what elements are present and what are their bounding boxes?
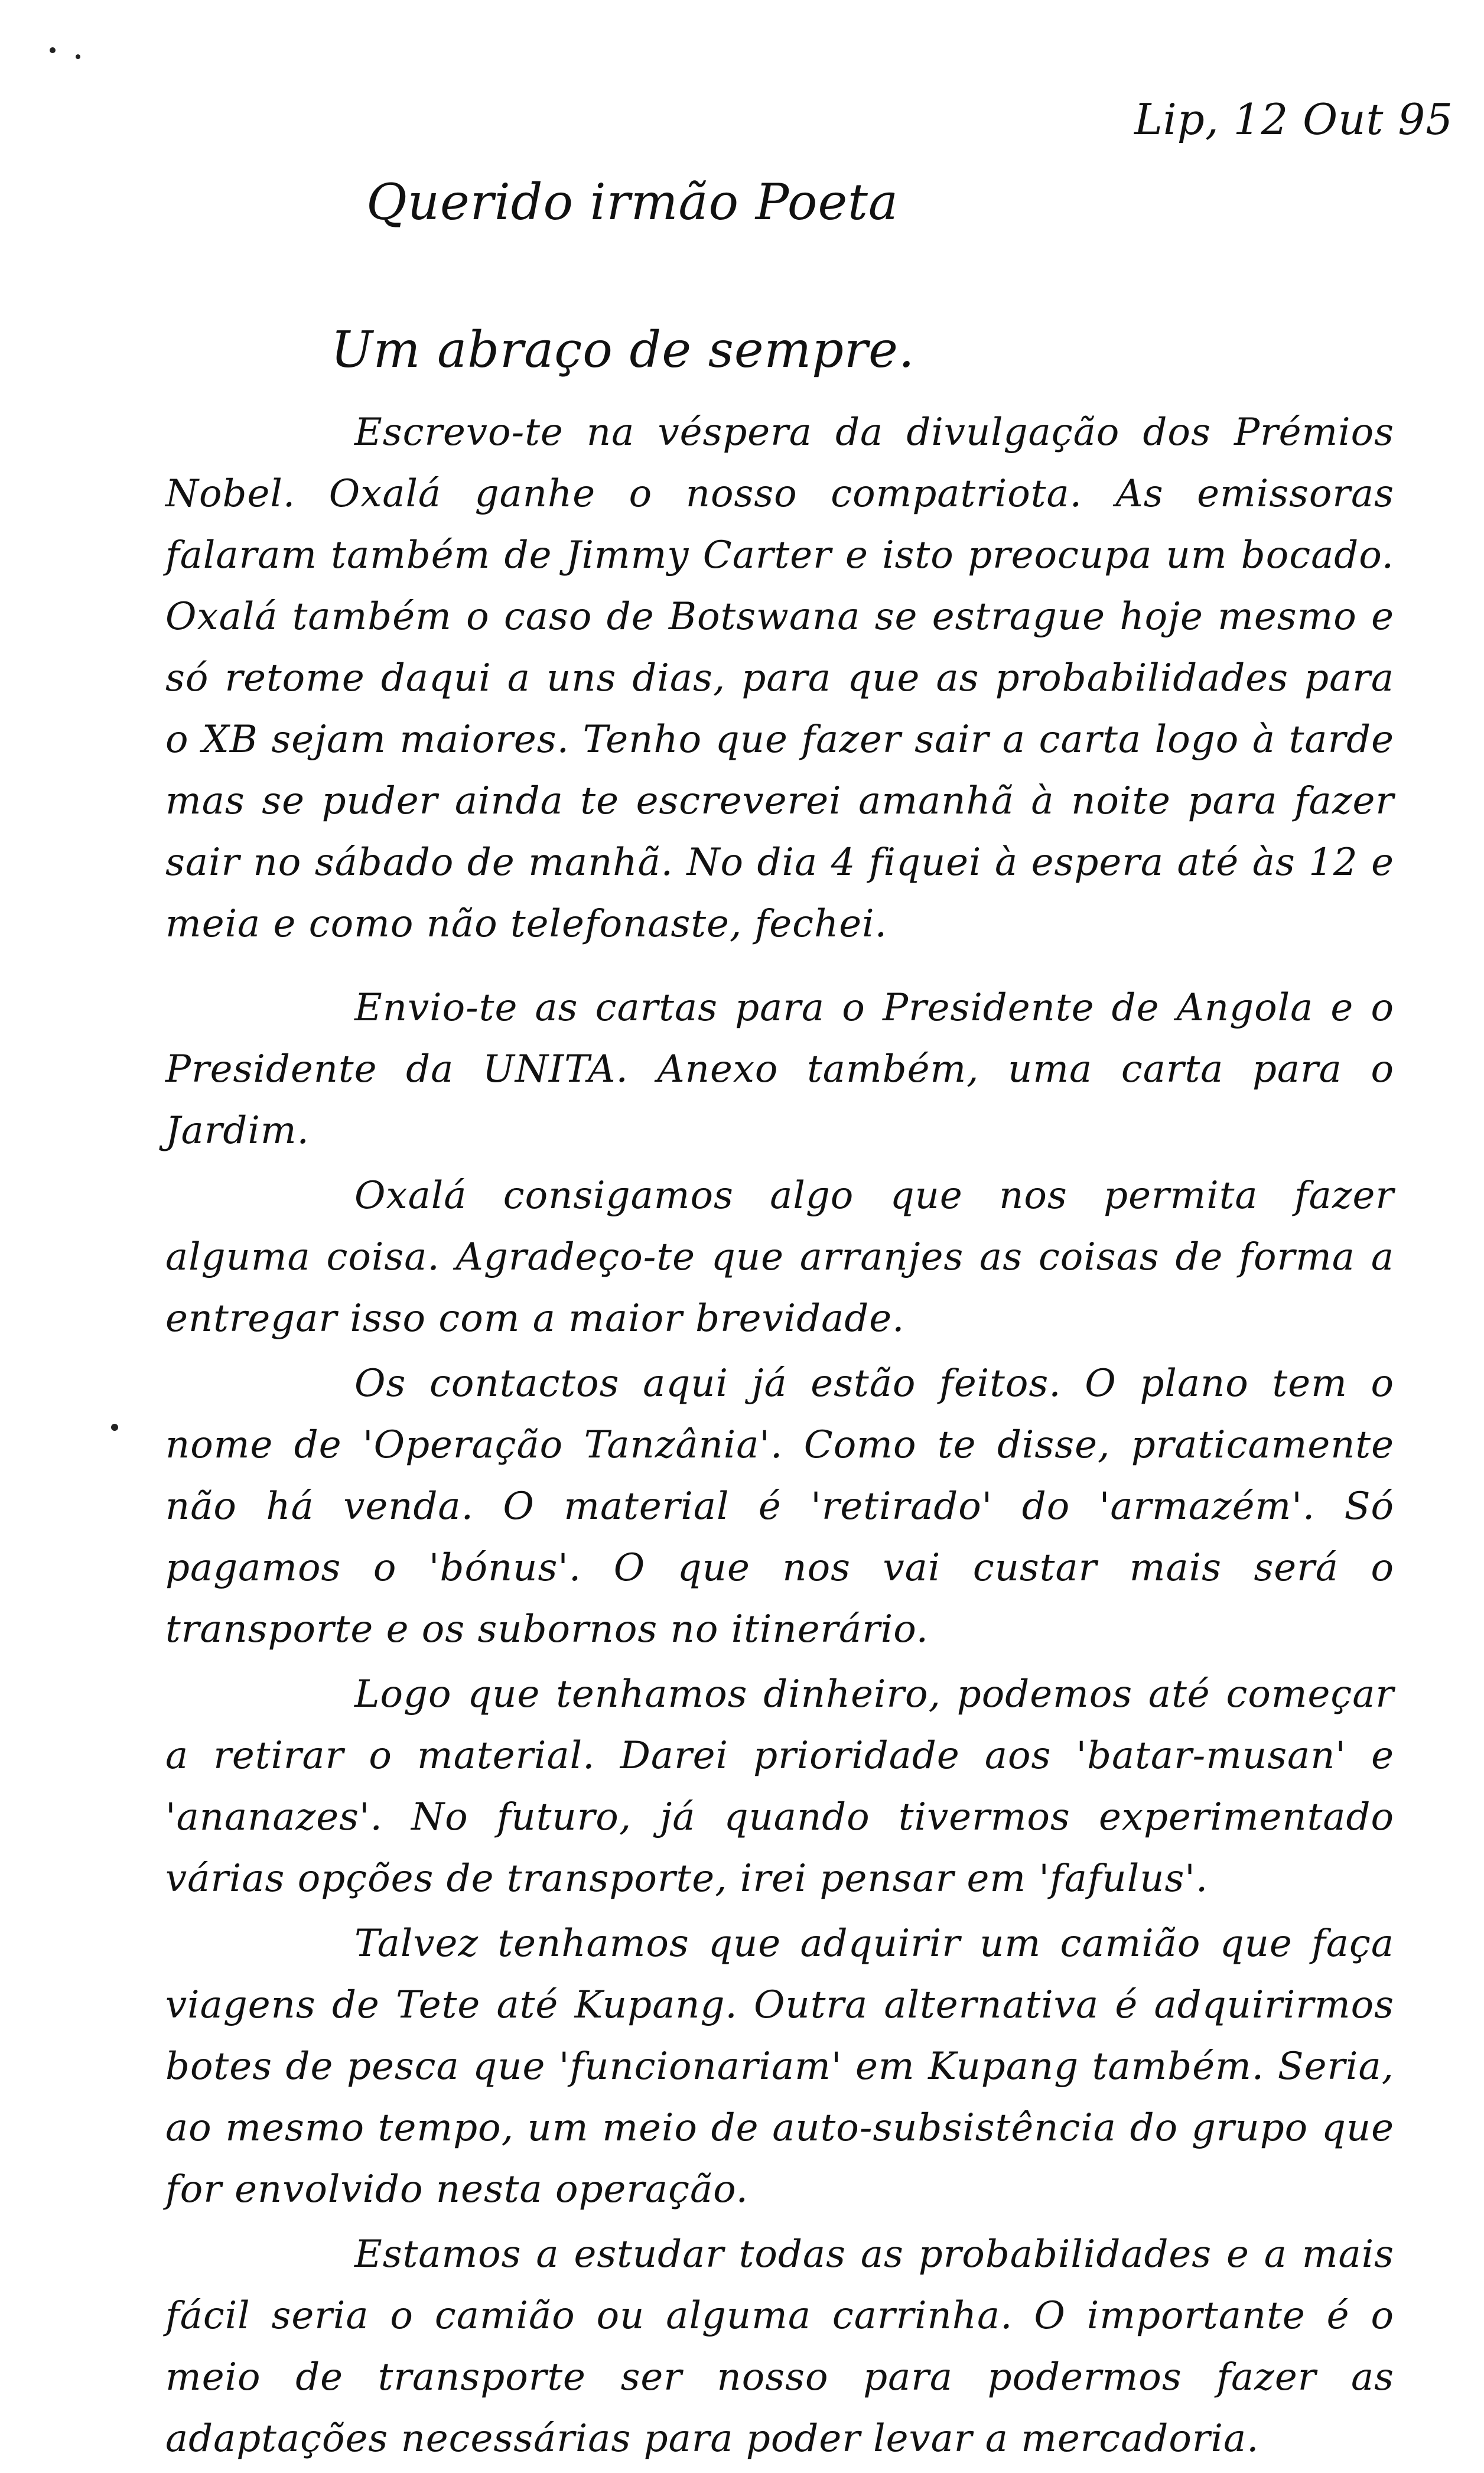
paragraph-contactos: Os contactos aqui já estão feitos. O plano tem o nome de 'Operação Tanzânia'. Como te disse, praticamente não há venda. O material é 'retirado' do 'armazém'. Só pagamos o 'bónus'. O que nos vai custar mais será o transporte e os subornos no itinerário. xyxy=(165,1362,1394,1651)
paragraph-nobel: Escrevo-te na véspera da divulgação dos Prémios Nobel. Oxalá ganhe o nosso compatriota. As emissoras falaram também de Jimmy Carter e isto preocupa um bocado. Oxalá também o caso de Botswana se estrague hoje mesmo e só retome daqui a uns dias, para que as probabilidades para o XB sejam maiores. Tenho que fazer sair a carta logo à tarde mas se puder ainda te escreverei amanhã à noite para fazer sair no sábado de manhã. No dia 4 fiquei à espera até às 12 e meia e como não telefonaste, fechei. xyxy=(165,411,1394,946)
paragraph-camiao: Talvez tenhamos que adquirir um camião que faça viagens de Tete até Kupang. Outra alternativa é adquirirmos botes de pesca que 'funcionariam' em Kupang também. Seria, ao mesmo tempo, um meio de auto-subsistência do grupo que for envolvido nesta operação. xyxy=(165,1922,1394,2211)
paragraph-probabilidades: Estamos a estudar todas as probabilidades e a mais fácil seria o camião ou alguma carrinha. O importante é o meio de transporte ser nosso para podermos fazer as adaptações necessárias para poder levar a mercadoria. xyxy=(165,2233,1394,2461)
ink-speck xyxy=(50,47,56,53)
ink-speck xyxy=(111,1424,118,1431)
paragraph-dinheiro: Logo que tenhamos dinheiro, podemos até começar a retirar o material. Darei prioridade aos 'batar-musan' e 'ananazes'. No futuro, já quando tivermos experimentado várias opções de transporte, irei pensar em 'fafulus'. xyxy=(165,1672,1394,1901)
paragraph-oxala: Oxalá consigamos algo que nos permita fazer alguma coisa. Agradeço-te que arranjes as coisas de forma a entregar isso com a maior brevidade. xyxy=(165,1174,1394,1340)
letter-salutation: Querido irmão Poeta xyxy=(366,173,899,231)
letter-body xyxy=(165,402,1394,2473)
letter-greeting: Um abraço de sempre. xyxy=(331,321,915,379)
ink-speck xyxy=(76,54,80,59)
letter-date: Lip, 12 Out 95 xyxy=(1134,95,1453,144)
paragraph-cartas: Envio-te as cartas para o Presidente de Angola e o Presidente da UNITA. Anexo também, uma carta para o Jardim. xyxy=(165,986,1394,1153)
